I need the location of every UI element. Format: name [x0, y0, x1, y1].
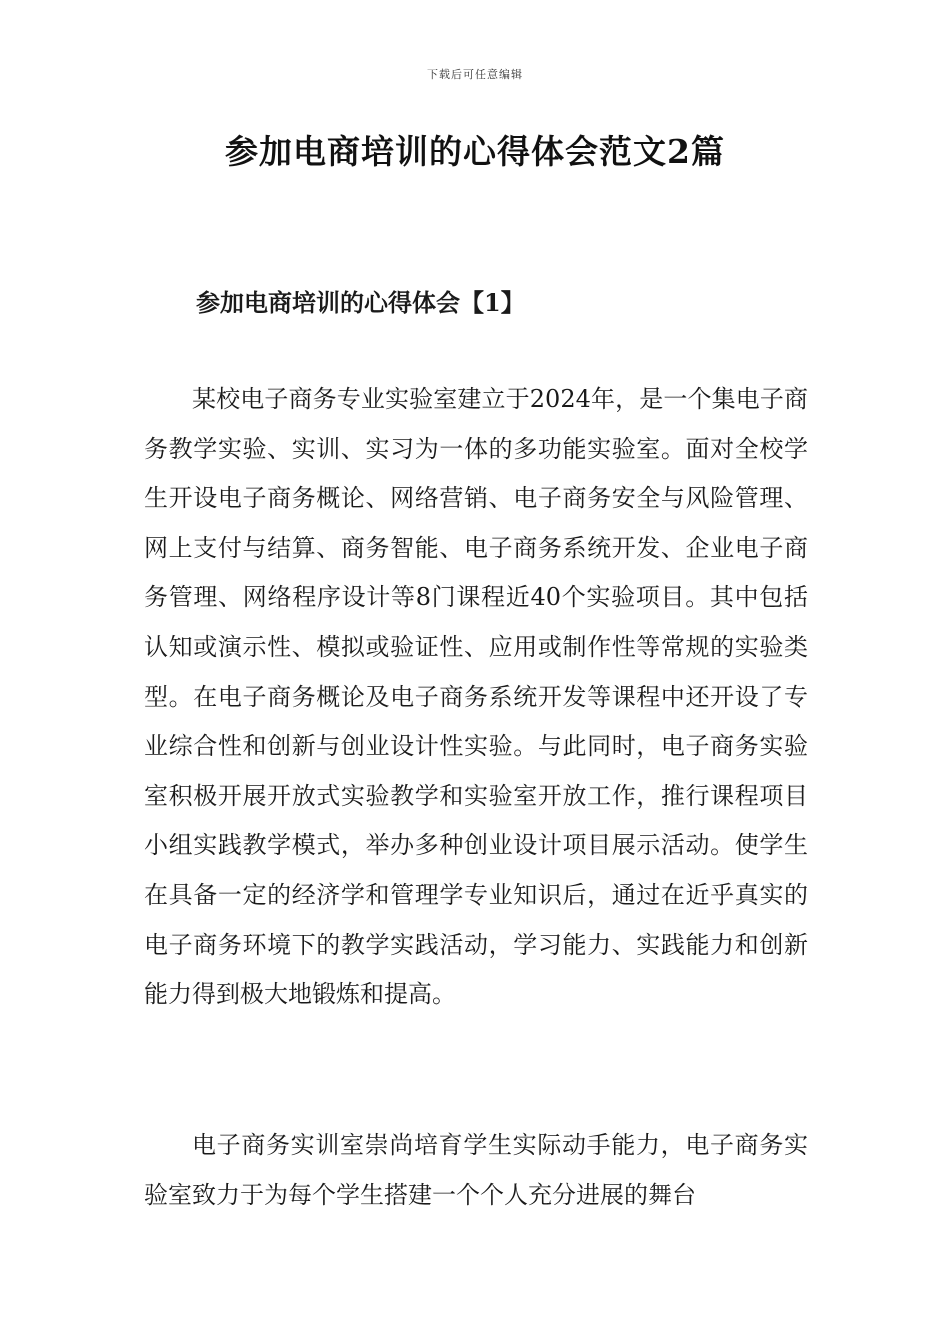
body-paragraph-2: 电子商务实训室崇尚培育学生实际动手能力，电子商务实验室致力于为每个学生搭建一个个人充分进展的舞台 [144, 1131, 808, 1209]
header-note: 下载后可任意编辑 [427, 68, 523, 81]
section-heading: 参加电商培训的心得体会【1】 [196, 288, 525, 317]
document-title: 参加电商培训的心得体会范文2篇 [225, 132, 725, 171]
body-paragraph-1: 某校电子商务专业实验室建立于2024年，是一个集电子商务教学实验、实训、实习为一体的多功能实验室。面对全校学生开设电子商务概论、网络营销、电子商务安全与风险管理、网上支付与结算、商务智能、电子商务系统开发、企业电子商务管理、网络程序设计等8门课程近40个实验项目。其中包括认知或演示性、模拟或验证性、应用或制作性等常规的实验类型。在电子商务概论及电子商务系统开发等课程中还开设了专业综合性和创新与创业设计性实验。与此同时，电子商务实验室积极开展开放式实验教学和实验室开放工作，推行课程项目小组实践教学模式，举办多种创业设计项目展示活动。使学生在具备一定的经济学和管理学专业知识后，通过在近乎真实的电子商务环境下的教学实践活动，学习能力、实践能力和创新能力得到极大地锻炼和提高。 [144, 385, 808, 1009]
